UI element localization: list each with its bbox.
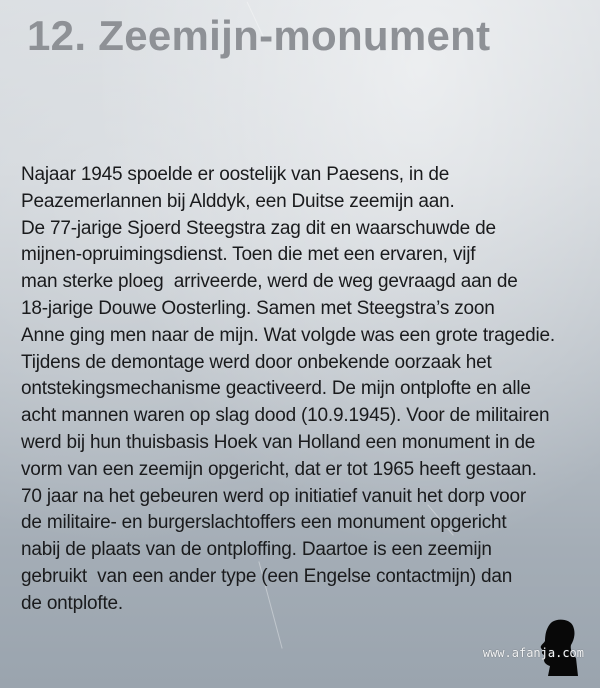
watermark (468, 618, 588, 676)
body-line: Tijdens de demontage werd door onbekende oorzaak het (21, 351, 492, 373)
body-line: werd bij hun thuisbasis Hoek van Holland een monument in de (21, 431, 536, 453)
body-line: de ontplofte. (21, 592, 123, 614)
body-line: gebruikt van een ander type (een Engelse contactmijn) dan (21, 565, 513, 587)
body-line: ontstekingsmechanisme geactiveerd. De mijn ontplofte en alle (21, 378, 531, 400)
body-line: acht mannen waren op slag dood (10.9.1945). Voor de militairen (21, 405, 550, 427)
body-line: De 77-jarige Sjoerd Steegstra zag dit en waarschuwde de (21, 217, 496, 239)
body-line: Anne ging men naar de mijn. Wat volgde was een grote tragedie. (21, 324, 555, 346)
body-line: vorm van een zeemijn opgericht, dat er tot 1965 heeft gestaan. (21, 458, 537, 480)
body-line: Najaar 1945 spoelde er oostelijk van Paesens, in de (21, 164, 450, 185)
plaque-body (21, 162, 581, 618)
body-line: man sterke ploeg arriveerde, werd de weg gevraagd aan de (21, 271, 518, 293)
body-line: 18-jarige Douwe Oosterling. Samen met Steegstra’s zoon (21, 297, 495, 319)
watermark-text: www.afanja.com (482, 646, 584, 660)
body-line: Peazemerlannen bij Alddyk, een Duitse zeemijn aan. (21, 190, 455, 212)
body-line: mijnen-opruimingsdienst. Toen die met een ervaren, vijf (21, 244, 476, 266)
plaque-title: 12. Zeemijn-monument (27, 12, 491, 59)
body-line: nabij de plaats van de ontploffing. Daartoe is een zeemijn (21, 539, 492, 561)
body-line: de militaire- en burgerslachtoffers een monument opgericht (21, 512, 507, 534)
body-line: 70 jaar na het gebeuren werd op initiatief vanuit het dorp voor (21, 485, 526, 507)
